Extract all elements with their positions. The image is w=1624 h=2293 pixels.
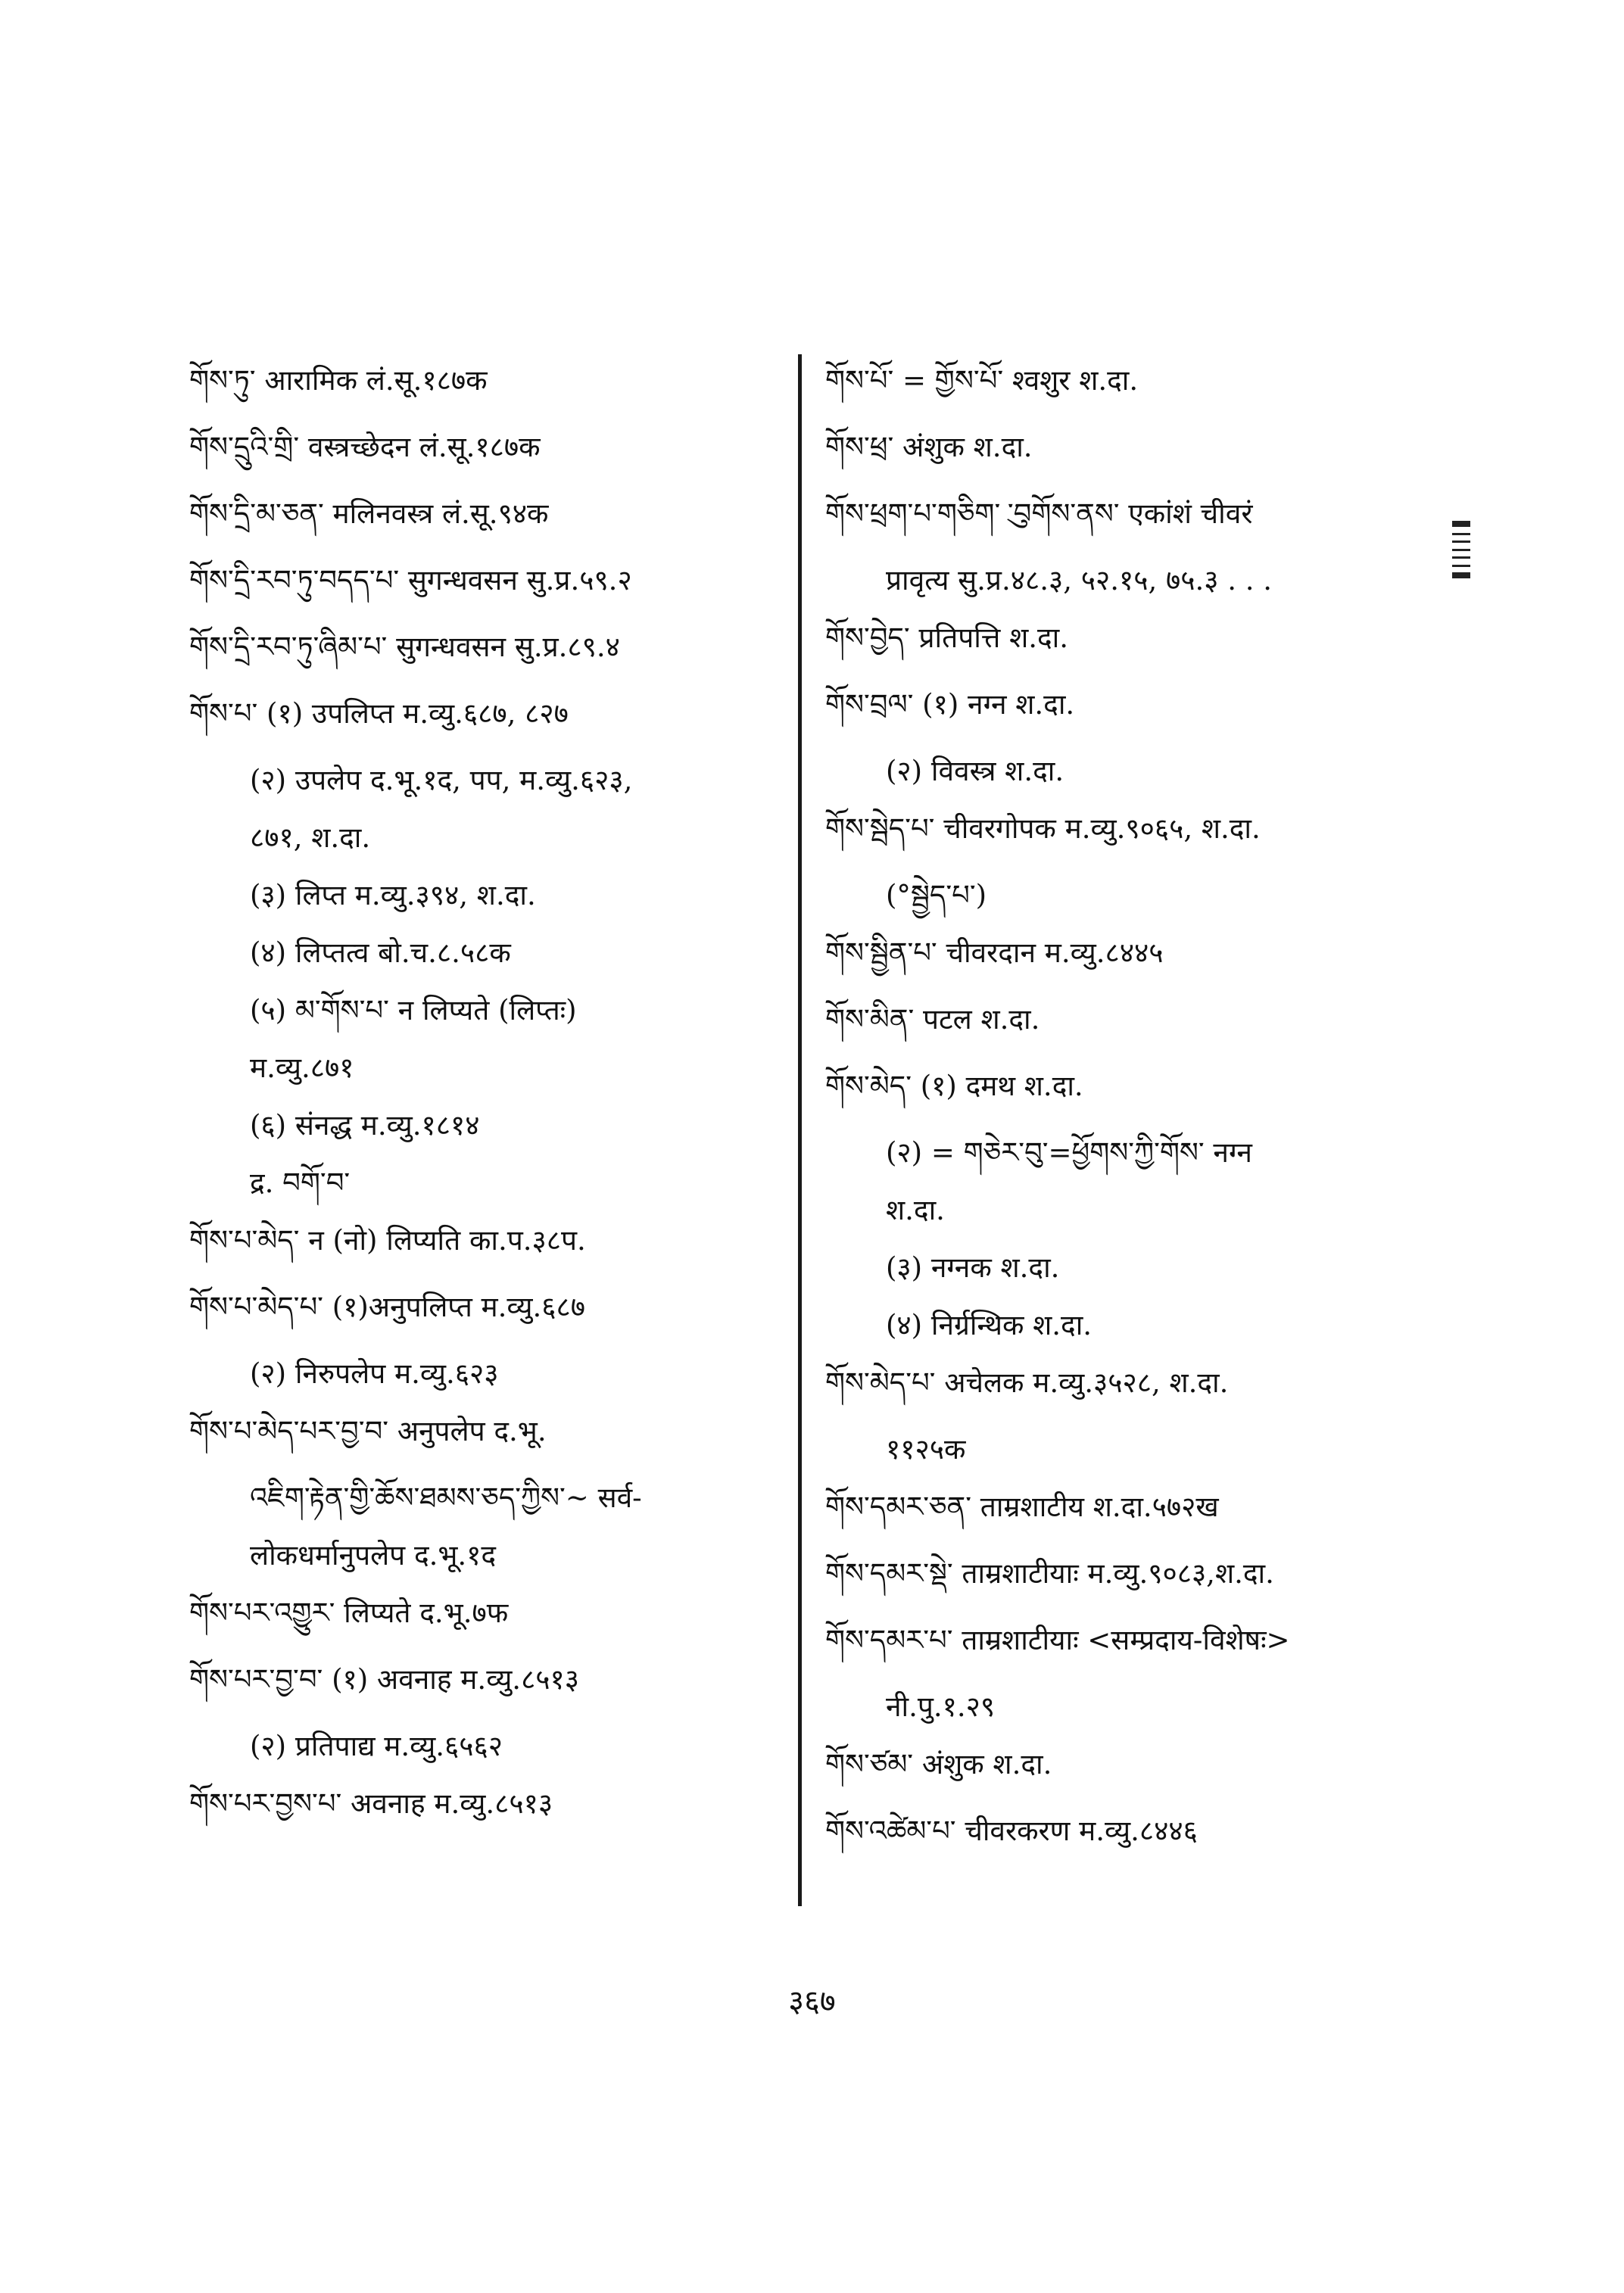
dictionary-entry: གོས་མེད་ (१) दमथ श.दा. bbox=[825, 1070, 1083, 1102]
dictionary-sub-entry: श.दा. bbox=[886, 1194, 945, 1226]
dictionary-sub-entry: (४) लिप्तत्व बो.च.८.५८क bbox=[250, 936, 511, 969]
dictionary-sub-entry: (२) निरुपलेप म.व्यु.६२३ bbox=[250, 1357, 499, 1390]
dictionary-sub-entry: འཇིག་རྟེན་གྱི་ཆོས་ཐམས་ཅད་ཀྱིས་~ सर्व- bbox=[250, 1481, 642, 1514]
dictionary-entry: གོས་པར་འགྱུར་ लिप्यते द.भू.७फ bbox=[189, 1597, 509, 1629]
dictionary-sub-entry: द्र. བགོ་བ་ bbox=[250, 1167, 351, 1199]
left-column bbox=[189, 356, 787, 1846]
dictionary-entry: གོས་ཕྲག་པ་གཅིག་ ུ་བགོས་ནས་ एकांशं चीवरं bbox=[825, 497, 1253, 530]
dictionary-entry: གོས་སྦྱིན་པ་ चीवरदान म.व्यु.८४४५ bbox=[825, 936, 1164, 969]
dictionary-sub-entry: ८७१, श.दा. bbox=[250, 821, 371, 854]
dictionary-sub-entry: (२) उपलेप द.भू.१द, पप, म.व्यु.६२३, bbox=[250, 764, 633, 796]
dictionary-entry: གོས་མེད་པ་ अचेलक म.व्यु.३५२८, श.दा. bbox=[825, 1366, 1229, 1399]
dictionary-entry: གོས་དྲི་རབ་ཏུ་བདད་པ་ सुगन्धवसन सु.प्र.५९.२ bbox=[189, 564, 632, 597]
dictionary-entry: གོས་བྲལ་ (१) नग्न श.दा. bbox=[825, 688, 1075, 721]
dictionary-sub-entry: (४) निर्ग्रन्थिक श.दा. bbox=[886, 1309, 1093, 1341]
dictionary-entry: གོས་དྲི་རབ་ཏུ་ཞིམ་པ་ सुगन्धवसन सु.प्र.८९.४ bbox=[189, 631, 620, 663]
dictionary-entry: གོས་བྱེད་ प्रतिपत्ति श.दा. bbox=[825, 622, 1069, 654]
dictionary-sub-entry: (२) प्रतिपाद्य म.व्यु.६५६२ bbox=[250, 1730, 503, 1762]
dictionary-entry: གོས་པོ་ = གྱོས་པོ་ श्वशुर श.दा. bbox=[825, 364, 1139, 397]
dictionary-entry: གོས་པར་བྱས་པ་ अवनाह म.व्यु.८५१३ bbox=[189, 1787, 553, 1820]
dictionary-sub-entry: (५) མ་གོས་པ་ न लिप्यते (लिप्तः) bbox=[250, 994, 577, 1027]
column-divider bbox=[798, 354, 802, 1906]
dictionary-sub-entry: ११२५क bbox=[886, 1433, 966, 1466]
dictionary-entry: གོས་དྲུའི་གྲི་ वस्त्रच्छेदन लं.सू.१८७क bbox=[189, 431, 541, 463]
margin-tab-marker bbox=[1452, 521, 1470, 578]
dictionary-entry: གོས་ཏུ་ आरामिक लं.सू.१८७क bbox=[189, 364, 488, 397]
dictionary-entry: གོས་ཕྲ་ अंशुक श.दा. bbox=[825, 431, 1033, 463]
dictionary-sub-entry: प्रावृत्य सु.प्र.४८.३, ५२.१५, ७५.३ . . . bbox=[886, 564, 1273, 597]
dictionary-sub-entry: (३) लिप्त म.व्यु.३९४, श.दा. bbox=[250, 879, 536, 911]
dictionary-entry: གོས་པ་མེད་པ་ (१)अनुपलिप्त म.व्यु.६८७ bbox=[189, 1291, 586, 1323]
dictionary-entry: གོས་ཙམ་ अंशुक श.दा. bbox=[825, 1748, 1052, 1781]
dictionary-entry: གོས་པ་མེད་ न (नो) लिप्यति का.प.३८प. bbox=[189, 1224, 586, 1257]
dictionary-entry: གོས་དམར་སྡེ་ ताम्रशाटीयाः म.व्यु.९०८३,श.दा. bbox=[825, 1557, 1274, 1590]
right-column bbox=[825, 356, 1454, 1873]
dictionary-entry: གོས་འཚེམ་པ་ चीवरकरण म.व्यु.८४४६ bbox=[825, 1815, 1198, 1847]
page-number: ३६७ bbox=[788, 1984, 836, 2019]
dictionary-sub-entry: (३) नग्नक श.दा. bbox=[886, 1251, 1060, 1284]
dictionary-entry: གོས་སྦེད་པ་ चीवरगोपक म.व्यु.९०६५, श.दा. bbox=[825, 812, 1261, 845]
dictionary-sub-entry: (°སྦྱེད་པ་) bbox=[886, 879, 987, 911]
dictionary-sub-entry: लोकधर्मानुपलेप द.भू.१द bbox=[250, 1539, 497, 1572]
dictionary-sub-entry: नी.पु.१.२९ bbox=[886, 1690, 996, 1723]
dictionary-sub-entry: (६) संनद्ध म.व्यु.१८१४ bbox=[250, 1109, 480, 1142]
dictionary-sub-entry: (२) = གཅེར་བུ་=ཕྱོགས་ཀྱི་གོས་ नग्न bbox=[886, 1136, 1252, 1169]
dictionary-entry: གོས་པར་བྱ་བ་ (१) अवनाह म.व्यु.८५१३ bbox=[189, 1663, 580, 1696]
dictionary-entry: གོས་དྲི་མ་ཅན་ मलिनवस्त्र लं.सू.९४क bbox=[189, 497, 549, 530]
dictionary-entry: གོས་པ་ (१) उपलिप्त म.व्यु.६८७, ८२७ bbox=[189, 697, 569, 730]
dictionary-entry: གོས་པ་མེད་པར་བྱ་བ་ अनुपलेप द.भू. bbox=[189, 1415, 547, 1447]
dictionary-sub-entry: (२) विवस्त्र श.दा. bbox=[886, 755, 1064, 787]
dictionary-entry: གོས་དམར་པ་ ताम्रशाटीयाः <सम्प्रदाय-विशेषः> bbox=[825, 1624, 1290, 1656]
dictionary-sub-entry: म.व्यु.८७१ bbox=[250, 1051, 354, 1084]
dictionary-entry: གོས་མིན་ पटल श.दा. bbox=[825, 1003, 1040, 1036]
dictionary-entry: གོས་དམར་ཅན་ ताम्रशाटीय श.दा.५७२ख bbox=[825, 1491, 1219, 1523]
